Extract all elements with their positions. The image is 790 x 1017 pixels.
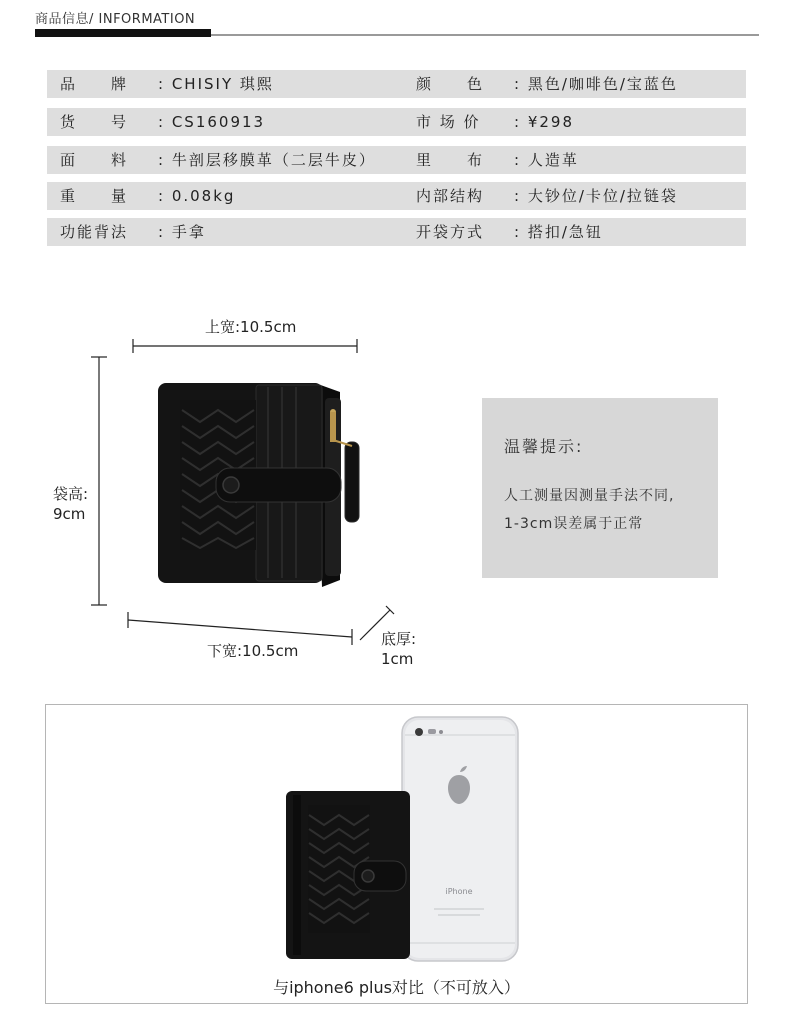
phone-image — [402, 717, 518, 961]
spec-value: 0.08kg — [171, 187, 236, 205]
wallet-image — [158, 383, 359, 587]
section-title: 商品信息/ INFORMATION — [35, 12, 196, 27]
spec-item-closure: 开袋方式 : 搭扣/急钮 — [416, 218, 603, 246]
tip-box — [482, 398, 718, 578]
spec-label: 内部结构 — [416, 187, 485, 205]
tip-title: 温馨提示: — [504, 437, 584, 456]
spec-value: 人造革 — [527, 151, 579, 169]
spec-value: ¥298 — [527, 113, 575, 131]
spec-item-lining: 里 布 : 人造革 — [416, 146, 579, 174]
spec-item-price: 市 场 价 : ¥298 — [416, 108, 574, 136]
spec-value: CHISIY 琪熙 — [171, 75, 274, 93]
spec-item-material: 面 料 : 牛剖层移膜革（二层牛皮） — [60, 146, 376, 174]
tip-text — [504, 482, 674, 538]
spec-label: 市 场 价 — [416, 113, 481, 131]
spec-value: 搭扣/急钮 — [527, 223, 603, 241]
height-line — [91, 357, 107, 605]
spec-item-weight: 重 量 : 0.08kg — [60, 182, 235, 210]
top-width-line — [133, 339, 357, 353]
spec-label: 颜 色 — [416, 75, 485, 93]
tip-line-2: 1-3cm误差属于正常 — [504, 516, 644, 532]
spec-item-structure: 内部结构 : 大钞位/卡位/拉链袋 — [416, 182, 678, 210]
spec-value: 手拿 — [171, 223, 206, 241]
top-width-label: 上宽:10.5cm — [205, 318, 297, 336]
spec-label: 面 料 — [60, 151, 129, 169]
spec-value: 牛剖层移膜革（二层牛皮） — [171, 151, 376, 169]
height-label-value: 9cm — [53, 505, 86, 523]
comparison-frame — [45, 704, 748, 1004]
spec-value: CS160913 — [171, 113, 266, 131]
depth-label — [381, 629, 416, 669]
height-label — [53, 484, 88, 524]
spec-item-carry: 功能背法 : 手拿 — [60, 218, 206, 246]
bottom-width-label: 下宽:10.5cm — [207, 642, 299, 660]
spec-label: 品 牌 — [60, 75, 129, 93]
spec-label: 开袋方式 — [416, 223, 485, 241]
spec-value: 大钞位/卡位/拉链袋 — [527, 187, 678, 205]
comparison-image — [46, 705, 747, 965]
spec-label: 功能背法 — [60, 223, 129, 241]
spec-item-brand: 品 牌 : CHISIY 琪熙 — [60, 70, 274, 98]
tip-line-1: 人工测量因测量手法不同, — [504, 488, 675, 504]
spec-value: 黑色/咖啡色/宝蓝色 — [527, 75, 678, 93]
height-label-title: 袋高: — [53, 485, 89, 503]
wallet-compare-image — [286, 791, 410, 959]
depth-label-title: 底厚: — [381, 630, 417, 648]
spec-item-sku: 货 号 : CS160913 — [60, 108, 265, 136]
depth-label-value: 1cm — [381, 650, 414, 668]
spec-label: 里 布 — [416, 151, 485, 169]
spec-label: 货 号 — [60, 113, 129, 131]
spec-label: 重 量 — [60, 187, 129, 205]
comparison-caption: 与iphone6 plus对比（不可放入） — [273, 978, 520, 997]
phone-brand-text: iPhone — [445, 887, 473, 896]
spec-item-color: 颜 色 : 黑色/咖啡色/宝蓝色 — [416, 70, 678, 98]
